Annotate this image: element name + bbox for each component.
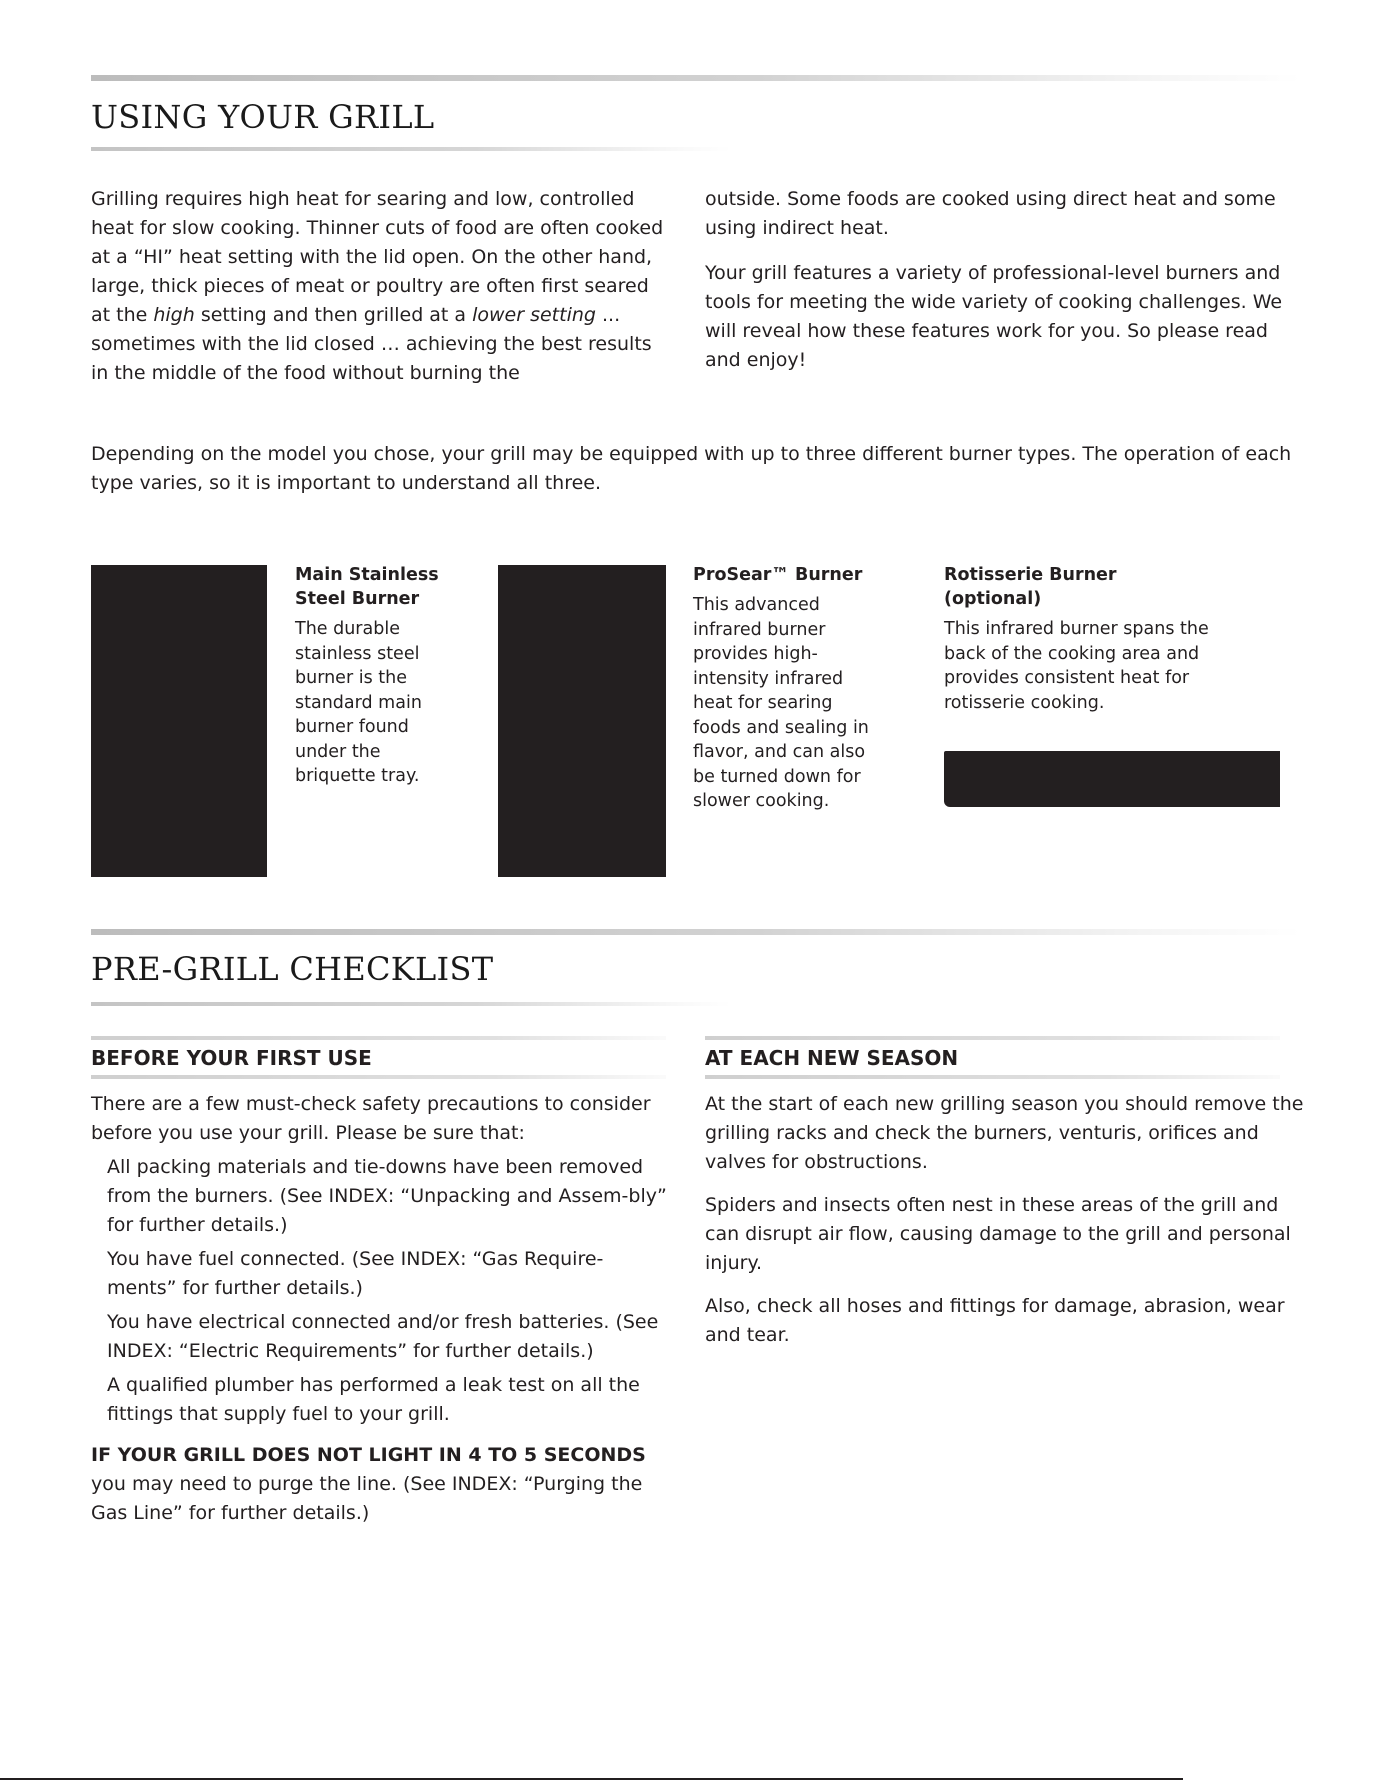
intro-right-column [705, 185, 1305, 375]
intro-left-paragraph [91, 185, 671, 388]
first-use-bottom-rule [91, 1075, 666, 1079]
season-content [705, 1090, 1305, 1350]
main-burner-title: Main Stainless Steel Burner [295, 565, 439, 609]
first-use-content [91, 1090, 671, 1528]
intro-right-paragraph-1: outside. Some foods are cooked using direct heat and some using indirect heat. [705, 188, 1276, 239]
burner-types-paragraph: Depending on the model you chose, your grill may be equipped with up to three different burner types. The operation of each type varies, so it is important to understand all three. [91, 443, 1292, 494]
season-heading: AT EACH NEW SEASON [705, 1046, 959, 1070]
main-burner-block [295, 563, 445, 789]
main-burner-description: The durable stainless steel burner is the standard main burner found under the briquette tray. [295, 619, 422, 786]
safety-checklist [91, 1153, 671, 1429]
rotisserie-burner-description: This infrared burner spans the back of the cooking area and provides consistent heat for rotisserie cooking. [944, 619, 1209, 713]
intro-em-lower-setting: lower setting [472, 304, 596, 326]
intro-text-2: setting and then grilled at a [194, 304, 473, 326]
first-use-heading: BEFORE YOUR FIRST USE [91, 1046, 372, 1070]
intro-em-high: high [153, 304, 195, 326]
season-top-rule [705, 1036, 1280, 1040]
intro-text-3: ... sometimes with the lid closed … achieving the best results in the middle of the food without burning the [91, 304, 652, 384]
rotisserie-burner-title: Rotisserie Burner (optional) [944, 565, 1117, 609]
section-title-using-your-grill: USING YOUR GRILL [91, 98, 435, 136]
no-light-text: you may need to purge the line. (See INDEX: “Purging the Gas Line” for further details.) [91, 1473, 643, 1524]
first-use-intro: There are a few must-check safety precautions to consider before you use your grill. Please be sure that: [91, 1093, 651, 1144]
rotisserie-burner-image [944, 751, 1280, 807]
season-paragraph-2: Spiders and insects often nest in these areas of the grill and can disrupt air flow, causing damage to the grill and personal injury. [705, 1194, 1291, 1274]
main-burner-image [91, 565, 267, 877]
season-paragraph-1: At the start of each new grilling season you should remove the grilling racks and check the burners, venturis, orifices and valves for obstructions. [705, 1093, 1304, 1173]
rotisserie-burner-block [944, 563, 1244, 715]
title-underline [91, 147, 731, 151]
checklist-item: A qualified plumber has performed a leak test on all the fittings that supply fuel to your grill. [107, 1374, 640, 1425]
no-light-heading: IF YOUR GRILL DOES NOT LIGHT IN 4 TO 5 SECONDS [91, 1444, 646, 1466]
season-paragraph-3: Also, check all hoses and fittings for damage, abrasion, wear and tear. [705, 1295, 1285, 1346]
first-use-top-rule [91, 1036, 666, 1040]
intro-left-column [91, 185, 671, 388]
prosear-burner-block [693, 563, 877, 814]
section-title-pre-grill-checklist: PRE-GRILL CHECKLIST [91, 950, 494, 988]
checklist-item: All packing materials and tie-downs have been removed from the burners. (See INDEX: “Unpacking and Assem-bly” for further details.) [107, 1156, 667, 1236]
prosear-burner-description: This advanced infrared burner provides high-intensity infrared heat for searing foods and sealing in flavor, and can also be turned down for slower cooking. [693, 595, 869, 811]
page-bottom-rule [0, 1778, 1183, 1780]
prosear-burner-title: ProSear™ Burner [693, 565, 863, 585]
prosear-burner-image [498, 565, 666, 877]
season-bottom-rule [705, 1075, 1280, 1079]
intro-right-paragraph-2: Your grill features a variety of professional-level burners and tools for meeting the wide variety of cooking challenges. We will reveal how these features work for you. So please read and enjoy! [705, 262, 1283, 371]
top-rule [91, 75, 1301, 81]
checklist-title-underline [91, 1002, 731, 1006]
checklist-item: You have electrical connected and/or fresh batteries. (See INDEX: “Electric Requirements” for further details.) [107, 1311, 659, 1362]
checklist-top-rule [91, 929, 1301, 935]
checklist-item: You have fuel connected. (See INDEX: “Gas Require-ments” for further details.) [107, 1248, 604, 1299]
intro-text-1: Grilling requires high heat for searing and low, controlled heat for slow cooking. Thinner cuts of food are often cooked at a “HI” heat setting with the lid open. On the other hand, large, thick pieces of meat or poultry are often first seared at the [91, 188, 664, 326]
